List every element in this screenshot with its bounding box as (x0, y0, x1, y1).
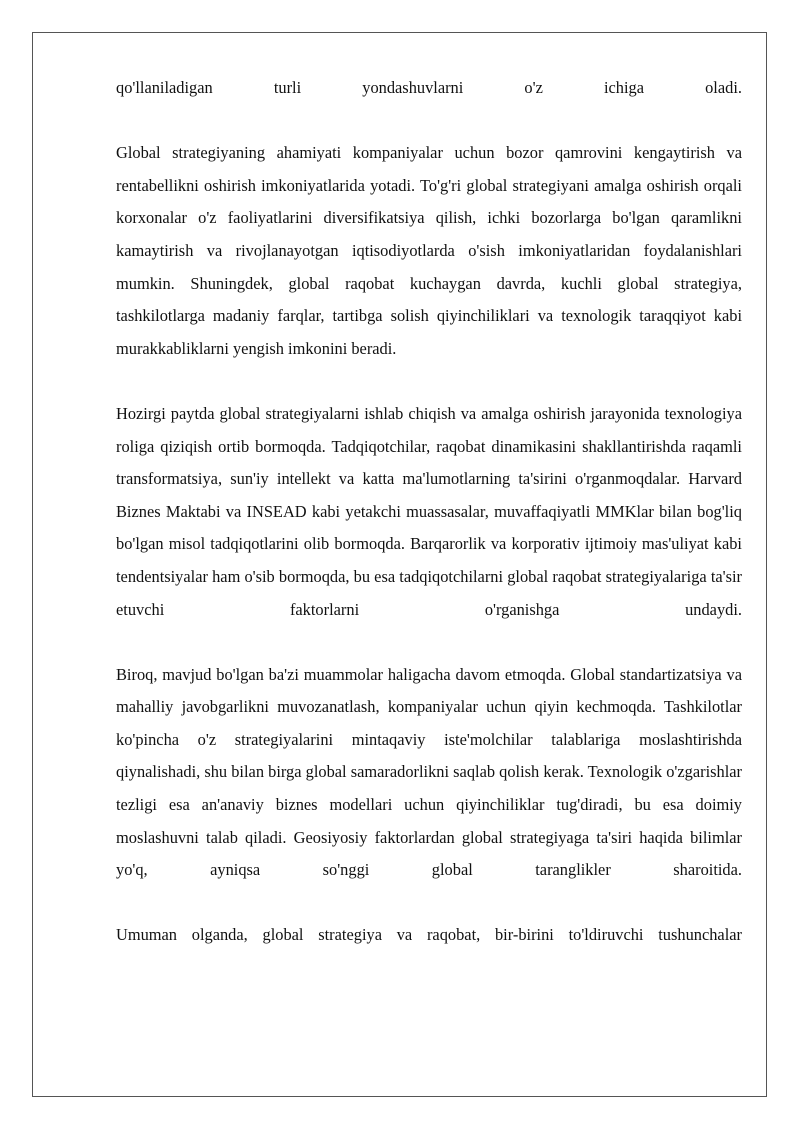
paragraph-conclusion-start: Umuman olganda, global strategiya va raqobat, bir-birini to'ldiruvchi tushunchalar (116, 925, 742, 945)
document-body (116, 72, 742, 952)
paragraph-challenges: Biroq, mavjud bo'lgan ba'zi muammolar haligacha davom etmoqda. Global standartizatsiya va mahalliy javobgarlikni muvozanatlash, kompaniyalar uchun qiyin kechmoqda. Tashkilotlar ko'pincha o'z strategiyalarini mintaqaviy iste'molchilar talablariga moslashtirishda qiynalishadi, shu bilan birga global samaradorlikni saqlab qolish kerak. Texnologik o'zgarishlar tezligi esa an'anaviy biznes modellari uchun qiyinchiliklar tug'diradi, bu esa doimiy moslashuvni talab qiladi. Geosiyosiy faktorlardan global strategiyaga ta'siri haqida bilimlar yo'q, ayniqsa so'nggi global taranglikler sharoitida. (116, 664, 742, 880)
paragraph-technology-role: Hozirgi paytda global strategiyalarni ishlab chiqish va amalga oshirish jarayonida texnologiya roliga qiziqish ortib bormoqda. Tadqiqotchilar, raqobat dinamikasini shakllantirishda raqamli transformatsiya, sun'iy intellekt va katta ma'lumotlarning ta'sirini o'rganmoqdalar. Harvard Biznes Maktabi va INSEAD kabi yetakchi muassasalar, muvaffaqiyatli MMKlar bilan bog'liq bo'lgan misol tadqiqotlarini olib bormoqda. Barqarorlik va korporativ ijtimoiy mas'uliyat kabi tendentsiyalar ham o'sib bormoqda, bu esa tadqiqotchilarni global raqobat strategiyalariga ta'sir etuvchi faktorlarni o'rganishga undaydi. (116, 403, 742, 619)
paragraph-continuation: qo'llaniladigan turli yondashuvlarni o'z ichiga oladi. (116, 78, 742, 97)
paragraph-global-strategy-importance: Global strategiyaning ahamiyati kompaniyalar uchun bozor qamrovini kengaytirish va rentabellikni oshirish imkoniyatlarida yotadi. To'g'ri global strategiyani amalga oshirish orqali korxonalar o'z faoliyatlarini diversifikatsiya qilish, ichki bozorlarga bo'lgan qaramlikni kamaytirish va rivojlanayotgan iqtisodiyotlarda o'sish imkoniyatlaridan foydalanishlari mumkin. Shuningdek, global raqobat kuchaygan davrda, kuchli global strategiya, tashkilotlarga madaniy farqlar, tartibga solish qiyinchiliklari va texnologik taraqqiyot kabi murakkabliklarni yengish imkonini beradi. (116, 143, 742, 358)
